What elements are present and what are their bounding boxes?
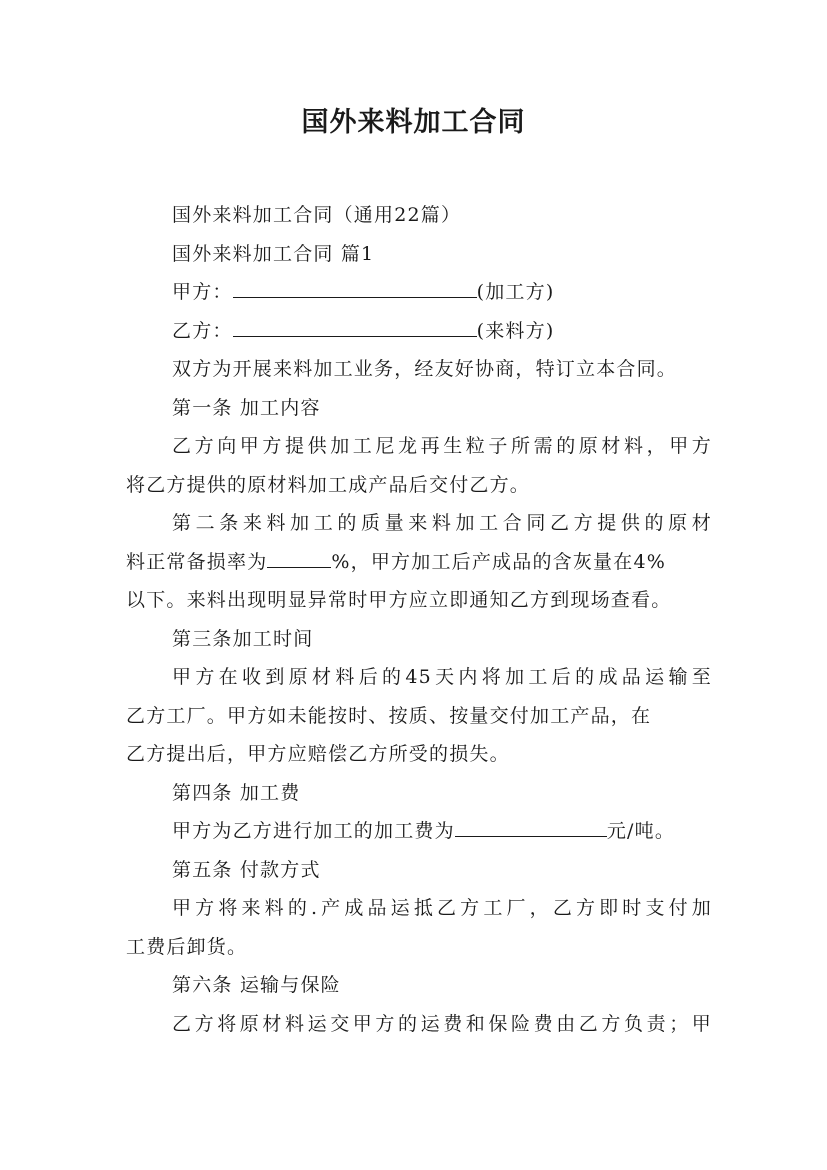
article-4-line-1-start: 甲方为乙方进行加工的加工费为 <box>172 820 455 842</box>
article-1-heading: 第一条 加工内容 <box>172 396 321 419</box>
party-a-blank <box>233 275 477 298</box>
article-6-line-1: 乙方将原材料运交甲方的运费和保险费由乙方负责；甲 <box>172 1012 712 1035</box>
subtitle: 国外来料加工合同（通用22篇） <box>172 204 462 226</box>
article-4-line-1 <box>172 812 712 851</box>
article-5-line-2: 工费后卸货。 <box>126 935 248 958</box>
loss-rate-blank <box>267 545 331 568</box>
article-4-heading: 第四条 加工费 <box>172 781 301 804</box>
article-2-line-2-end: %，甲方加工后产成品的含灰量在4% <box>331 550 667 573</box>
article-3-line-2: 乙方工厂。甲方如未能按时、按质、按量交付加工产品，在 <box>126 704 652 727</box>
article-3-line-3: 乙方提出后，甲方应赔偿乙方所受的损失。 <box>126 743 510 765</box>
party-a-line <box>172 273 712 312</box>
article-2-line-2-start: 料正常备损率为 <box>126 550 268 573</box>
processing-fee-blank <box>455 814 607 837</box>
chapter-heading: 国外来料加工合同 篇1 <box>172 242 375 265</box>
party-b-blank <box>233 314 477 337</box>
article-3-heading: 第三条加工时间 <box>172 627 314 650</box>
party-b-role: (来料方) <box>476 319 555 342</box>
party-a-label: 甲方： <box>172 281 233 303</box>
article-5-heading: 第五条 付款方式 <box>172 858 321 881</box>
document-body <box>126 196 712 1043</box>
party-b-label: 乙方： <box>172 319 233 342</box>
article-3-line-1: 甲方在收到原材料后的45天内将加工后的成品运输至 <box>172 666 712 688</box>
article-6-heading: 第六条 运输与保险 <box>172 974 341 996</box>
intro-paragraph: 双方为开展来料加工业务，经友好协商，特订立本合同。 <box>172 358 678 380</box>
article-2-line-2 <box>126 543 712 582</box>
article-2-line-1: 第二条来料加工的质量来料加工合同乙方提供的原材 <box>172 512 712 534</box>
party-b-line <box>172 312 712 351</box>
article-2-line-3: 以下。来料出现明显异常时甲方应立即通知乙方到现场查看。 <box>126 589 672 611</box>
article-5-line-1: 甲方将来料的.产成品运抵乙方工厂，乙方即时支付加 <box>172 897 712 919</box>
document-title: 国外来料加工合同 <box>301 107 526 138</box>
article-4-line-1-end: 元/吨。 <box>606 820 676 842</box>
party-a-role: (加工方) <box>476 281 555 303</box>
article-1-line-2: 将乙方提供的原材料加工成产品后交付乙方。 <box>126 473 531 496</box>
article-1-line-1: 乙方向甲方提供加工尼龙再生粒子所需的原材料，甲方 <box>172 435 712 457</box>
